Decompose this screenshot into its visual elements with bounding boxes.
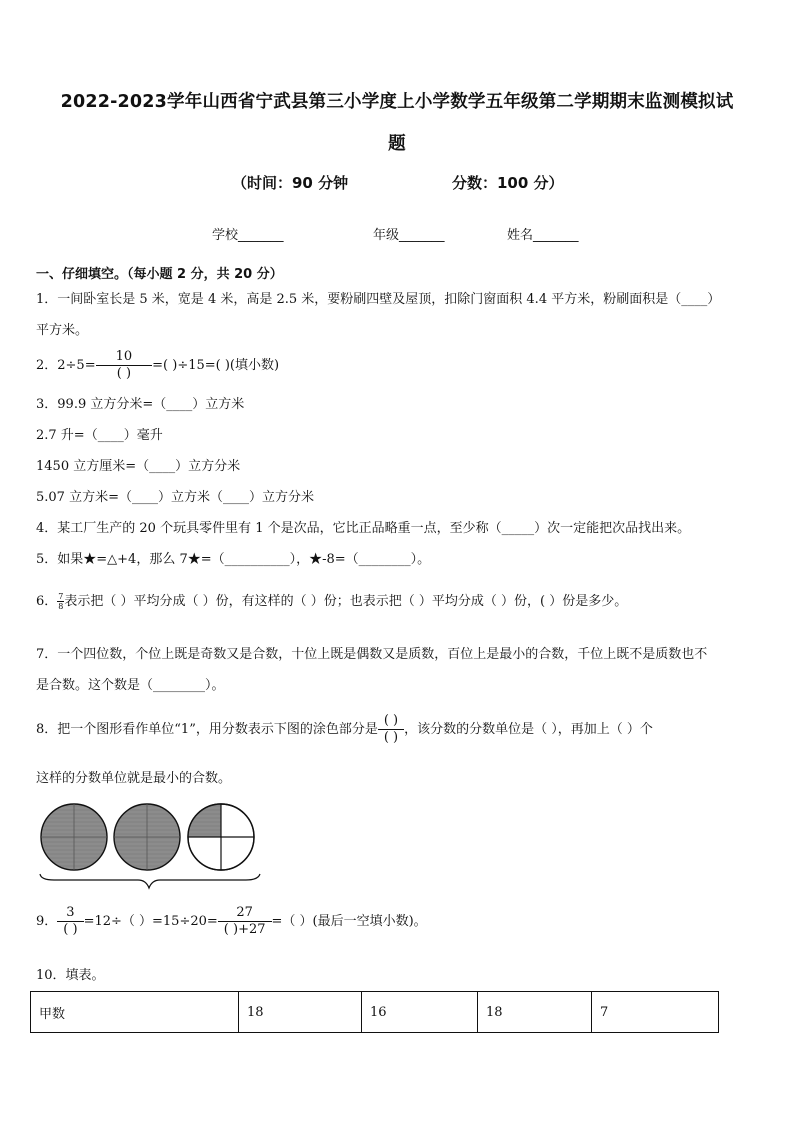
question-2 [36,349,279,382]
question-3a: 3．99.9 立方分米=（____）立方米 [36,397,245,412]
q6-numerator: 7 [58,592,64,601]
question-9 [36,905,427,938]
q8-denominator: ( ) [383,730,399,745]
circle-full-2 [114,804,180,870]
question-10: 10．填表。 [36,968,105,983]
q9-suffix: =（ ）(最后一空填小数)。 [271,914,427,929]
school-field: 学校_______ [212,228,284,243]
question-1-cont: 平方米。 [36,323,89,338]
table-cell: 18 [478,992,592,1033]
question-3b: 2.7 升=（____）毫升 [36,428,163,443]
brace [40,874,260,888]
q9-fraction-2 [218,905,272,938]
question-6 [36,592,627,611]
table-cell: 甲数 [31,992,239,1033]
table-cell: 18 [239,992,362,1033]
q2-suffix: =( )÷15=( )(填小数) [152,358,280,373]
question-7: 7．一个四位数，个位上既是奇数又是合数，十位上既是偶数又是质数，百位上是最小的合数，千位上既不是质数也不 [36,647,708,662]
q9-denominator-2: ( )+27 [223,922,266,937]
q2-denominator: ( ) [116,366,132,381]
circle-full-1 [41,804,107,870]
q9-prefix: 9． [36,914,58,929]
q9-middle: =12÷（ ）=15÷20= [83,914,218,929]
q9-fraction-1 [57,905,83,938]
q2-prefix: 2．2÷5= [36,358,96,373]
grade-field: 年级_______ [373,228,445,243]
q2-numerator: 10 [96,349,153,366]
table-cell: 7 [592,992,719,1033]
q8-fraction [378,713,404,746]
table-row [31,992,719,1033]
q9-denominator-1: ( ) [63,922,78,937]
question-8 [36,713,653,746]
exam-score: 分数：100 分） [452,174,564,192]
q8-figure [34,800,266,892]
q8-numerator: ( ) [378,713,404,730]
q8-suffix: ，该分数的分数单位是（ ），再加上（ ）个 [404,722,653,737]
question-7-cont: 是合数。这个数是（________）。 [36,678,225,693]
q9-numerator-1: 3 [57,905,83,922]
exam-time: （时间：90 分钟 [232,174,349,192]
page-title-cont: 题 [388,134,406,154]
q8-prefix: 8．把一个图形看作单位“1”，用分数表示下图的涂色部分是 [36,722,378,737]
table-cell: 16 [362,992,478,1033]
question-3d: 5.07 立方米=（____）立方米（____）立方分米 [36,490,314,505]
page-title: 2022-2023学年山西省宁武县第三小学度上小学数学五年级第二学期期末监测模拟试 [60,92,734,112]
circle-quarter [188,804,254,870]
section-heading: 一、仔细填空。（每小题 2 分，共 20 分） [36,267,283,282]
q6-denominator: 8 [58,602,64,611]
question-1: 1．一间卧室长是 5 米，宽是 4 米，高是 2.5 米，要粉刷四壁及屋顶，扣除门窗面积 4.4 平方米，粉刷面积是（____） [36,292,721,307]
q9-numerator-2: 27 [218,905,272,922]
name-field: 姓名_______ [507,228,579,243]
question-5: 5．如果★=△+4，那么 7★=（__________），★-8=（________）。 [36,552,431,567]
fill-table [30,991,719,1033]
question-3c: 1450 立方厘米=（____）立方分米 [36,459,241,474]
question-8-cont: 这样的分数单位就是最小的合数。 [36,771,232,786]
q6-prefix: 6． [36,594,58,609]
q2-fraction [96,349,153,382]
q6-suffix: 表示把（ ）平均分成（ ）份，有这样的（ ）份；也表示把（ ）平均分成（ ）份，( ）份是多少。 [64,594,628,609]
question-4: 4．某工厂生产的 20 个玩具零件里有 1 个是次品，它比正品略重一点，至少称（_____）次一定能把次品找出来。 [36,521,691,536]
